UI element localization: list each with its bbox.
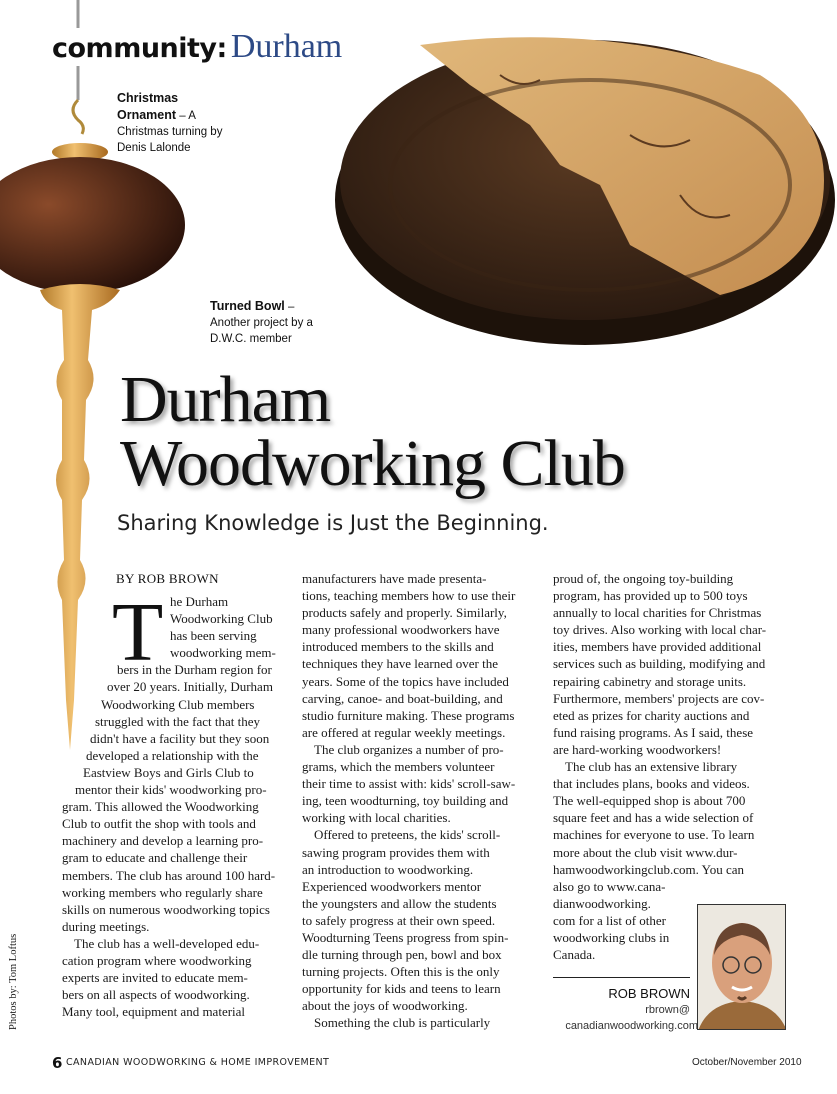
text-line: Offered to preteens, the kids' scroll- (314, 827, 501, 843)
text-line: Experienced woodworkers mentor (302, 878, 482, 894)
author-email[interactable]: canadianwoodworking.com (565, 1020, 698, 1032)
author-photo (697, 904, 786, 1030)
text-line: that includes plans, books and videos. (553, 776, 750, 792)
text-line: an introduction to woodworking. (302, 861, 474, 877)
text-line: proud of, the ongoing toy-building (553, 571, 734, 586)
title-line: Woodworking Club (120, 427, 625, 500)
author-name: ROB BROWN (608, 986, 690, 1001)
title-line: Durham (120, 363, 331, 436)
text-line: program, has provided up to 500 toys (553, 588, 748, 604)
issue-date: October/November 2010 (692, 1057, 802, 1068)
text-line: their time to assist with: kids' scroll-saw- (302, 776, 516, 792)
ornament-caption (117, 90, 222, 156)
text-line: over 20 years. Initially, Durham (107, 679, 273, 695)
text-line: struggled with the fact that they (95, 713, 260, 729)
text-line: ing, teen woodturning, toy building and (302, 793, 509, 809)
caption-text: – A (176, 110, 196, 122)
text-line: machines for everyone to use. To learn (553, 827, 755, 843)
text-line: are offered at regular weekly meetings. (302, 724, 506, 740)
text-line: many professional woodworkers have (302, 622, 500, 638)
text-line: Furthermore, members' projects are cov- (553, 690, 765, 706)
text-line: bers on all aspects of woodworking. (62, 987, 250, 1003)
text-line: are hard-working woodworkers! (553, 741, 722, 757)
text-line: grams, which the members volunteer (302, 759, 495, 775)
text-line: The club has a well-developed edu- (74, 935, 260, 951)
text-line: has been serving (170, 628, 257, 644)
text-line: turning projects. Often this is the only (302, 964, 500, 980)
text-line: fund raising programs. As I said, these (553, 724, 754, 740)
caption-text: D.W.C. member (210, 333, 292, 345)
text-line: woodworking mem- (170, 645, 276, 661)
text-line: machinery and develop a learning pro- (62, 833, 264, 849)
article-column-2 (302, 570, 532, 1032)
caption-title: Christmas (117, 91, 179, 105)
author-email[interactable]: rbrown@ (645, 1004, 690, 1016)
text-line: introduced members to the skills and (302, 639, 494, 655)
page-number: 6 (52, 1054, 63, 1072)
text-line: repairing cabinetry and storage units. (553, 673, 747, 689)
text-line: The club has an extensive library (565, 759, 738, 775)
text-line: Woodturning Teens progress from spin- (302, 929, 509, 945)
text-line: eted as prizes for charity auctions and (553, 707, 750, 723)
text-line: Eastview Boys and Girls Club to (83, 764, 254, 780)
text-line: opportunity for kids and teens to learn (302, 981, 501, 997)
text-line: working members who regularly share (62, 884, 263, 900)
text-line: com for a list of other (553, 912, 666, 928)
text-line: Woodworking Club (170, 611, 273, 627)
caption-text: Denis Lalonde (117, 142, 191, 154)
photo-credit: Photos by: Tom Loftus (8, 933, 19, 1030)
turned-bowl-photo (300, 15, 837, 355)
text-line: toy drives. Also working with local char- (553, 622, 767, 638)
section-header (40, 28, 352, 66)
text-line: developed a relationship with the (86, 747, 259, 763)
text-line: Club to outfit the shop with tools and (62, 816, 256, 832)
article-column-1 (62, 586, 284, 1020)
text-line: annually to local charities for Christmas (553, 605, 762, 621)
text-line: Woodworking Club members (101, 696, 255, 712)
caption-text: – (284, 301, 295, 313)
text-line: experts are invited to educate mem- (62, 970, 248, 986)
section-region: Durham (230, 28, 343, 65)
caption-text: Another project by a (210, 317, 313, 329)
text-line: woodworking clubs in (553, 929, 670, 945)
text-line: hamwoodworkingclub.com. You can (553, 861, 745, 877)
text-line: gram. This allowed the Woodworking (62, 799, 259, 815)
text-line: dianwoodworking. (553, 895, 651, 911)
text-line: Many tool, equipment and material (62, 1004, 246, 1020)
text-line: also go to www.cana- (553, 878, 666, 894)
bowl-caption (210, 298, 313, 347)
text-line: products safely and properly. Similarly, (302, 605, 507, 621)
article-title (120, 363, 625, 500)
text-line: gram to educate and challenge their (62, 850, 248, 866)
text-line: ities, members have provided additional (553, 639, 762, 655)
text-line: tions, teaching members how to use their (302, 588, 516, 604)
text-line: Canada. (553, 947, 596, 963)
caption-text: Christmas turning by (117, 126, 223, 138)
text-line: carving, canoe- and boat-building, and (302, 690, 503, 706)
text-line: the youngsters and allow the students (302, 895, 497, 911)
text-line: skills on numerous woodworking topics (62, 901, 270, 917)
magazine-name: CANADIAN WOODWORKING & HOME IMPROVEMENT (66, 1057, 330, 1068)
text-line: members. The club has around 100 hard- (62, 867, 276, 883)
text-line: during meetings. (62, 918, 150, 934)
text-line: didn't have a facility but they soon (90, 730, 270, 746)
text-line: techniques they have learned over the (302, 656, 498, 672)
text-line: cation program where woodworking (62, 952, 252, 968)
text-line: The club organizes a number of pro- (314, 741, 504, 757)
caption-title: Ornament (117, 108, 177, 122)
caption-title: Turned Bowl (210, 299, 285, 313)
text-line: to safely progress at their own speed. (302, 912, 496, 928)
text-line: manufacturers have made presenta- (302, 571, 487, 586)
text-line: services such as building, modifying and (553, 656, 766, 672)
text-line: square feet and has a wide selection of (553, 810, 754, 826)
text-line: he Durham (170, 594, 229, 609)
text-line: working with local charities. (302, 810, 451, 826)
text-line: Something the club is particularly (314, 1015, 491, 1031)
text-line: about the joys of woodworking. (302, 998, 468, 1014)
text-line: more about the club visit www.dur- (553, 844, 738, 860)
text-line: studio furniture making. These programs (302, 707, 515, 723)
text-line: bers in the Durham region for (117, 662, 272, 678)
text-line: dle turning through pen, bowl and box (302, 947, 502, 963)
author-signature (553, 977, 698, 1034)
text-line: mentor their kids' woodworking pro- (75, 782, 267, 798)
drop-cap: T (112, 586, 164, 679)
byline: BY ROB BROWN (116, 571, 219, 586)
text-line: The well-equipped shop is about 700 (553, 793, 746, 809)
text-line: years. Some of the topics have included (302, 673, 509, 689)
text-line: sawing program provides them with (302, 844, 490, 860)
section-label: community: (52, 33, 227, 64)
article-subtitle: Sharing Knowledge is Just the Beginning. (117, 511, 549, 535)
